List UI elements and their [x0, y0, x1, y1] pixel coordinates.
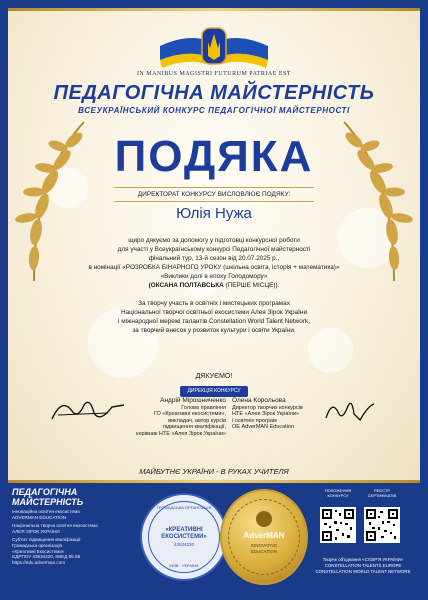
- seal-brand: AdverMAN: [243, 531, 285, 540]
- competition-subtitle: ВСЕУКРАЇНСЬКИЙ КОНКУРС ПЕДАГОГІЧНОЇ МАЙСТЕРНОСТІ: [78, 106, 350, 115]
- qr-label-line: ПОЛОЖЕННЯ: [324, 488, 352, 493]
- signer-title: керівник НТЕ «Алея Зірок України»: [136, 430, 226, 437]
- thanks-text: ДЯКУЄМО!: [195, 373, 233, 380]
- directorate-stamp: ДИРЕКЦІЯ КОНКУРСУ: [180, 386, 248, 397]
- body-line: для участі у Всеукраїнському конкурсі Педагогічної майстерності: [117, 246, 311, 253]
- body-line: фінальний тур, 13-й сезон від 20.07.2025 р.,: [148, 255, 280, 262]
- qr-code-icon[interactable]: [320, 507, 356, 543]
- body-line: [48, 281, 380, 290]
- award-name: (ОКСАНА ПОЛТАВСЬКА: [148, 282, 224, 289]
- body-line: в номінації «РОЗРОБКА БІНАРНОГО УРОКУ (шкільна освіта, історія + математика)»: [88, 264, 340, 271]
- emblem-icon: [156, 26, 272, 70]
- network-line: CONSTELLATION WORLD TALENT NETWORK: [315, 568, 411, 574]
- signer-title: НТЕ «Алея Зірок України»: [232, 411, 300, 417]
- footer-info-line: ADVERMAN EDUCATION: [12, 514, 67, 520]
- network-info: [308, 557, 418, 574]
- recipient-name: Юлія Нужа: [176, 205, 252, 222]
- signer-name: Олена Корольова: [232, 397, 286, 404]
- footer-info-line: Національна творча освітня екосистема: [12, 523, 98, 529]
- footer-info-line: ЄДРПОУ 43534220, КВЕД 85.59: [12, 554, 81, 560]
- footer-info-line: АЛЕЯ ЗІРОК УКРАЇНИ: [12, 528, 60, 534]
- footer-info-line: Громадська організація: [12, 542, 62, 548]
- body-line: щиро дякуємо за допомогу у підготовці конкурсної роботи: [128, 237, 300, 244]
- footer-slogan: МАЙБУТНЄ УКРАЇНИ - В РУКАХ УЧИТЕЛЯ: [139, 467, 289, 476]
- page-title: ПОДЯКА: [114, 132, 314, 181]
- seal-sub: [222, 543, 306, 554]
- signer-title: підвищення кваліфікації,: [162, 424, 226, 430]
- body-line: «Виклики долі в епоху Голодомору»: [160, 273, 268, 280]
- footer-brand-line: МАЙСТЕРНІСТЬ: [12, 497, 84, 507]
- signer-title: ОЕ AdverMAN Education: [232, 424, 295, 430]
- signature-left-icon: [48, 393, 128, 427]
- signer-name: Андрій Мірошниченко: [160, 397, 226, 404]
- director-line: ДИРЕКТОРАТ КОНКУРСУ ВИСЛОВЛЮЄ ПОДЯКУ:: [114, 187, 314, 202]
- qr-label-registry: [362, 489, 402, 498]
- footer-brand-title: [12, 487, 83, 507]
- qr-label-line: РЕЄСТР: [373, 488, 391, 493]
- qr-code-icon[interactable]: [364, 507, 400, 543]
- seal-sub-line: INNOVATIVE: [250, 543, 278, 548]
- signature-left: [136, 398, 226, 437]
- signer-title: і освітніх програм: [232, 417, 277, 424]
- certificate-paper: [8, 8, 420, 483]
- body-line: за творчий внесок у розвиток культури і освіти України.: [132, 327, 296, 334]
- body-line: Національної творчої освітньої екосистеми Алея Зірок України: [120, 309, 308, 316]
- signature-right-icon: [320, 396, 380, 426]
- footer-website: https://edu.adverman.com: [12, 559, 66, 565]
- motto: IN MANIBUS MAGISTRI FUTURUM PATRIAE EST: [136, 71, 292, 77]
- competition-title: ПЕДАГОГІЧНА МАЙСТЕРНІСТЬ: [53, 82, 375, 104]
- signature-right: [232, 398, 322, 431]
- network-line: CONSTELLATION TALENTS EUROPE: [324, 562, 402, 568]
- body-line: і міжнародної мережі талантів Constellation World Talent Network,: [118, 318, 310, 325]
- qr-label-line: КОНКУРСУ: [327, 492, 349, 498]
- seal-code: 43534220: [173, 542, 195, 547]
- seal-center-text: [142, 527, 226, 548]
- organization-seal: [140, 493, 228, 581]
- body-line: За творчу участь в освітніх і мистецьких програмах: [138, 300, 290, 307]
- seal-sub-line: EDUCATION: [250, 548, 278, 554]
- signer-title: Голова правління: [181, 404, 226, 411]
- seal-center-line: ЕКОСИСТЕМИ»: [161, 534, 207, 540]
- seal-emblem-icon: [256, 511, 272, 527]
- top-gold-bar: [8, 8, 420, 11]
- signer-title: ГО «Креативні екосистеми»,: [153, 411, 226, 417]
- footer-info: [12, 509, 98, 565]
- seal-city: КИЇВ · УКРАЇНА: [169, 563, 199, 568]
- footer-info-line: «Креативні Екосистеми»: [12, 548, 65, 554]
- certificate-footer-panel: [8, 483, 420, 592]
- signer-title: Директор творчих конкурсів: [232, 404, 303, 411]
- seal-center-line: «КРЕАТИВНІ: [165, 527, 203, 533]
- certificate-body: [48, 236, 380, 335]
- footer-info-line: Інноваційна освітня екосистема: [12, 509, 80, 514]
- seal-ring-text: ГРОМАДСЬКА ОРГАНІЗАЦІЯ: [156, 505, 212, 510]
- qr-label-rules: [318, 489, 358, 498]
- qr-label-line: СЕРТИФІКАТІВ: [367, 492, 397, 498]
- footer-brand-line: ПЕДАГОГІЧНА: [12, 487, 78, 497]
- award-place: (ПЕРШЕ МІСЦЕ)).: [223, 282, 280, 289]
- adverman-seal: [220, 489, 308, 585]
- network-line: Творче об'єднання «СУЗІР'Я УКРАЇНИ»: [322, 557, 404, 562]
- signer-title: викладач, автор курсів: [168, 417, 226, 424]
- footer-info-line: Суб'єкт підвищення кваліфікації:: [12, 537, 82, 543]
